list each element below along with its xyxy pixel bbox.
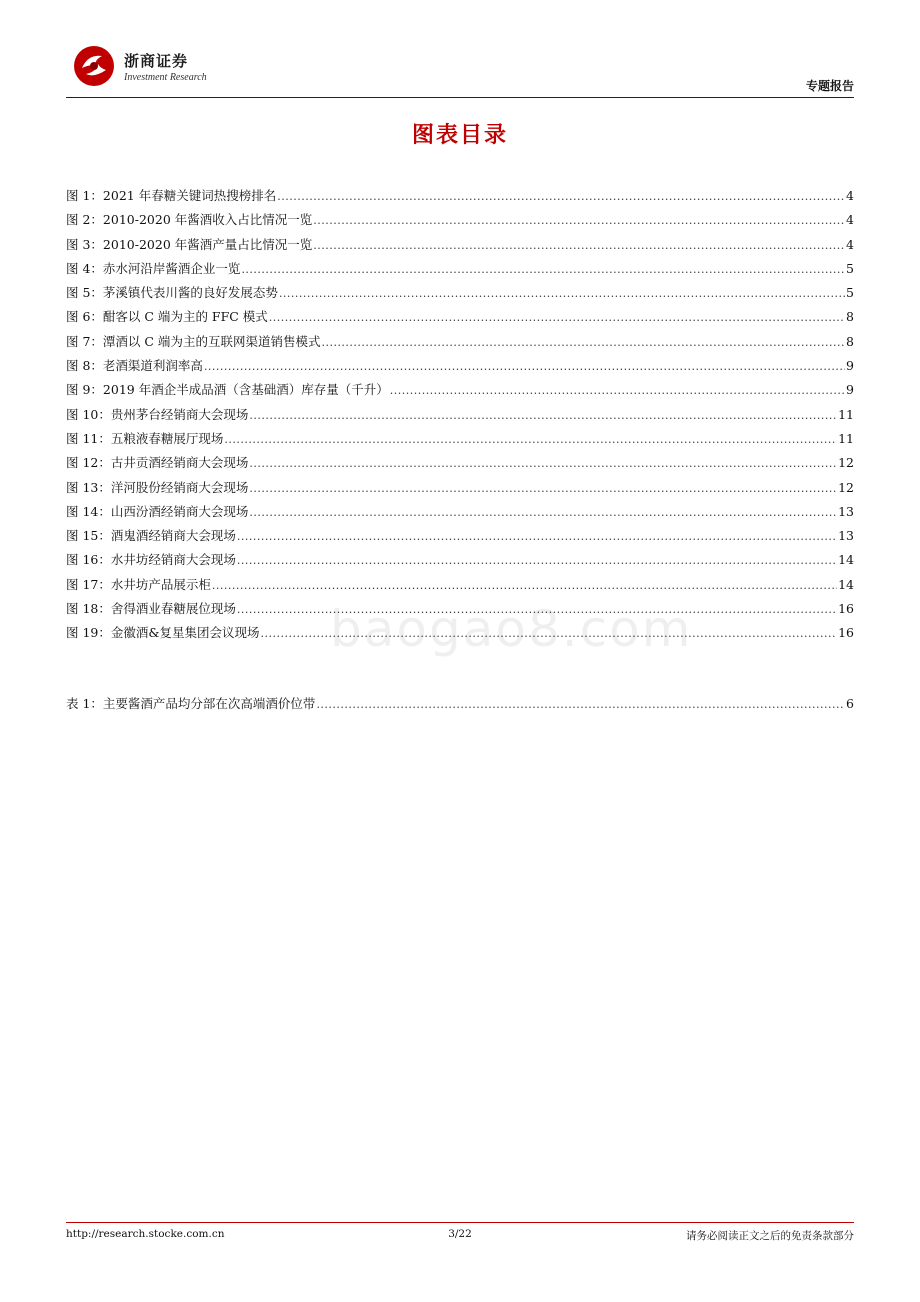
toc-entry-page[interactable]: 4 xyxy=(846,212,854,228)
toc-entry-page[interactable]: 6 xyxy=(846,696,854,711)
toc-entry-page[interactable]: 13 xyxy=(838,503,854,519)
toc-entry-label[interactable]: 图 11：五粮液春糖展厅现场 xyxy=(66,430,224,446)
dot-leader xyxy=(269,306,845,330)
toc-entry-page[interactable]: 5 xyxy=(846,260,854,276)
toc-entry[interactable] xyxy=(66,500,854,524)
dot-leader xyxy=(313,209,845,233)
dot-leader xyxy=(237,525,837,549)
toc-entry-label[interactable]: 图 6：酣客以 C 端为主的 FFC 模式 xyxy=(66,309,268,325)
toc-entry-page[interactable]: 8 xyxy=(846,309,854,325)
dot-leader xyxy=(277,185,845,209)
footer-divider xyxy=(66,1222,854,1223)
toc-entry[interactable] xyxy=(66,281,854,305)
toc-entry[interactable] xyxy=(66,403,854,427)
table-list xyxy=(66,692,854,716)
toc-entry[interactable] xyxy=(66,451,854,475)
toc-entry-label[interactable]: 图 2：2010-2020 年酱酒收入占比情况一览 xyxy=(66,212,313,228)
toc-entry-label[interactable]: 图 1：2021 年春糖关键词热搜榜排名 xyxy=(66,188,277,203)
header-divider xyxy=(66,97,854,98)
page-header xyxy=(66,40,854,98)
toc-entry-label[interactable]: 图 18：舍得酒业春糖展位现场 xyxy=(66,601,236,617)
toc-entry-label[interactable]: 图 14：山西汾酒经销商大会现场 xyxy=(66,503,249,519)
footer-url-link[interactable]: http://research.stocke.com.cn xyxy=(66,1228,225,1240)
toc-entry-label[interactable]: 图 19：金徽酒&复星集团会议现场 xyxy=(66,625,260,641)
dot-leader xyxy=(390,379,845,403)
toc-entry-label[interactable]: 图 17：水井坊产品展示柜 xyxy=(66,576,211,592)
toc-entry-label[interactable]: 图 3：2010-2020 年酱酒产量占比情况一览 xyxy=(66,236,313,252)
dot-leader xyxy=(321,331,845,355)
toc-entry-page[interactable]: 9 xyxy=(846,382,854,398)
toc-entry[interactable] xyxy=(66,378,854,402)
toc-entry-page[interactable]: 13 xyxy=(838,528,854,544)
toc-entry[interactable] xyxy=(66,692,854,716)
toc-entry-page[interactable]: 11 xyxy=(838,430,854,446)
toc-entry[interactable] xyxy=(66,330,854,354)
dot-leader xyxy=(316,693,845,717)
toc-entry-label[interactable]: 图 7：潭酒以 C 端为主的互联网渠道销售模式 xyxy=(66,333,321,349)
toc-entry-page[interactable]: 8 xyxy=(846,333,854,349)
toc-entry-label[interactable]: 图 8：老酒渠道利润率高 xyxy=(66,358,203,374)
dot-leader xyxy=(241,258,845,282)
toc-entry-label[interactable]: 图 10：贵州茅台经销商大会现场 xyxy=(66,406,249,422)
toc-entry-page[interactable]: 12 xyxy=(838,455,854,471)
toc-entry-label[interactable]: 图 13：洋河股份经销商大会现场 xyxy=(66,479,249,495)
watermark: baogao8.com xyxy=(330,600,693,658)
toc-entry-page[interactable]: 4 xyxy=(846,236,854,252)
toc-entry[interactable] xyxy=(66,184,854,208)
toc-entry-label[interactable]: 图 4：赤水河沿岸酱酒企业一览 xyxy=(66,260,241,276)
toc-entry-label[interactable]: 图 15：酒鬼酒经销商大会现场 xyxy=(66,528,236,544)
disclaimer-text: 请务必阅读正文之后的免责条款部分 xyxy=(686,1230,854,1242)
toc-entry-page[interactable]: 16 xyxy=(838,601,854,617)
toc-entry-label[interactable]: 图 9：2019 年酒企半成品酒（含基础酒）库存量（千升） xyxy=(66,382,389,398)
toc-entry-label[interactable]: 图 12：古井贡酒经销商大会现场 xyxy=(66,455,249,471)
toc-entry[interactable] xyxy=(66,573,854,597)
toc-entry-page[interactable]: 16 xyxy=(838,625,854,641)
toc-entry-page[interactable]: 14 xyxy=(838,576,854,592)
figure-list xyxy=(66,184,854,646)
toc-entry-page[interactable]: 5 xyxy=(846,285,854,301)
toc-entry-page[interactable]: 4 xyxy=(846,188,854,203)
company-name-en: Investment Research xyxy=(124,72,207,83)
toc-entry[interactable] xyxy=(66,233,854,257)
report-type: 专题报告 xyxy=(805,79,854,93)
dot-leader xyxy=(249,404,837,428)
company-logo-icon xyxy=(72,44,116,88)
toc-entry[interactable] xyxy=(66,305,854,329)
toc-entry-label[interactable]: 图 5：茅溪镇代表川酱的良好发展态势 xyxy=(66,285,278,301)
dot-leader xyxy=(279,282,845,306)
dot-leader xyxy=(224,428,837,452)
toc-entry[interactable] xyxy=(66,427,854,451)
toc-entry[interactable] xyxy=(66,524,854,548)
page-title: 图表目录 xyxy=(411,123,508,148)
toc-entry-page[interactable]: 14 xyxy=(838,552,854,568)
dot-leader xyxy=(249,501,837,525)
page-number: 3/22 xyxy=(448,1228,472,1240)
toc-entry[interactable] xyxy=(66,548,854,572)
dot-leader xyxy=(249,452,837,476)
toc-entry-page[interactable]: 11 xyxy=(838,406,854,422)
page-footer xyxy=(66,1228,854,1246)
toc-entry-label[interactable]: 表 1：主要酱酒产品均分部在次高端酒价位带 xyxy=(66,696,316,711)
toc-entry-label[interactable]: 图 16：水井坊经销商大会现场 xyxy=(66,552,236,568)
toc-entry-page[interactable]: 9 xyxy=(846,358,854,374)
dot-leader xyxy=(237,549,837,573)
dot-leader xyxy=(204,355,845,379)
dot-leader xyxy=(313,234,845,258)
toc-entry[interactable] xyxy=(66,354,854,378)
toc-entry[interactable] xyxy=(66,476,854,500)
company-name-cn: 浙商证券 xyxy=(124,52,189,70)
dot-leader xyxy=(249,477,837,501)
toc-entry-page[interactable]: 12 xyxy=(838,479,854,495)
toc-entry[interactable] xyxy=(66,208,854,232)
dot-leader xyxy=(212,574,837,598)
toc-entry[interactable] xyxy=(66,257,854,281)
